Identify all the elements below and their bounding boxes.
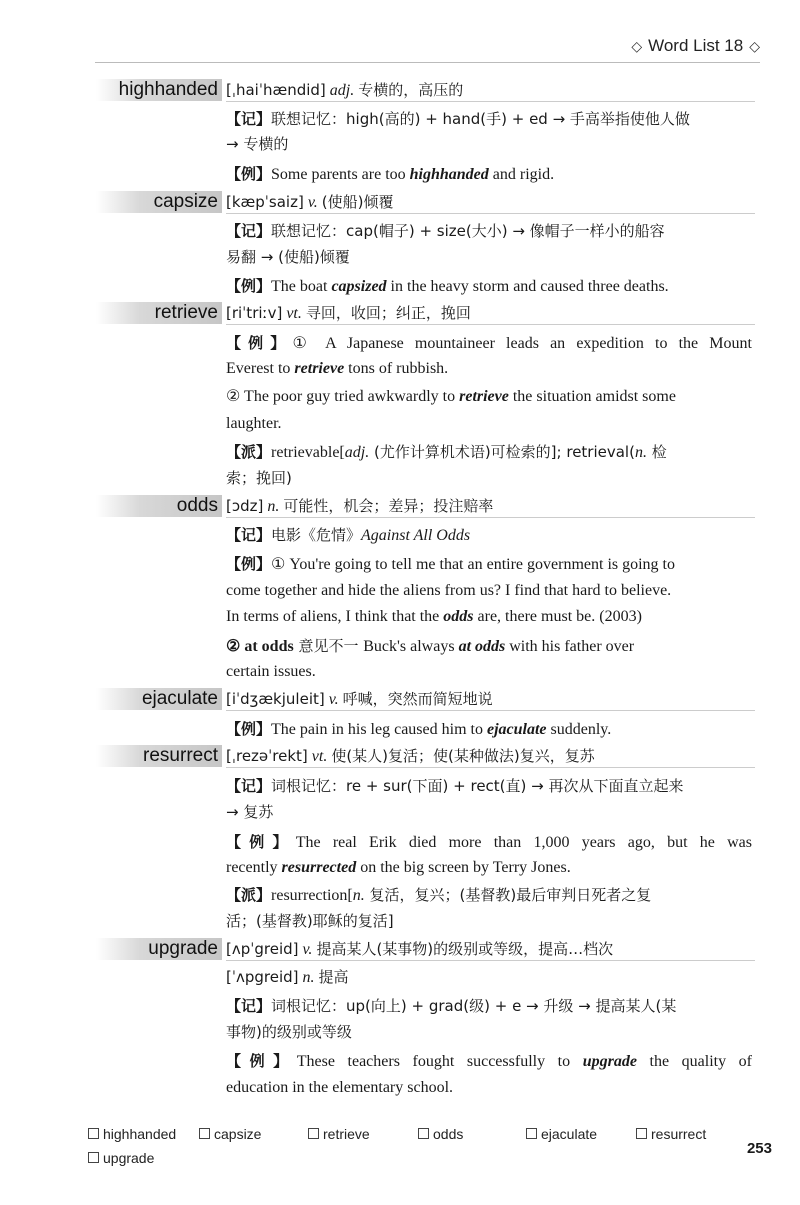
derivative-text: 复活，复兴；(基督教)最后审判日死者之复 (364, 886, 652, 904)
example-keyword: highhanded (409, 166, 489, 183)
example-tag: 【例】 (226, 555, 272, 573)
memory-text: 联想记忆：cap(帽子) + size(大小) → 像帽子一样小的船容 (271, 222, 665, 240)
example-keyword: capsized (331, 278, 387, 295)
example-text: and rigid. (488, 166, 555, 183)
example-line (226, 1050, 752, 1073)
memory-line (226, 133, 752, 156)
phonetic: [ʌpˈgreid] (226, 940, 299, 958)
example-text: come together and hide the aliens from us? I find that hard to believe. (226, 582, 672, 599)
example-line (226, 358, 752, 380)
checkbox-icon[interactable] (88, 1128, 99, 1139)
headword-definition (226, 79, 752, 102)
example-text: laughter. (226, 415, 282, 432)
example-text: recently (226, 859, 282, 876)
checklist-label: resurrect (651, 1126, 707, 1142)
example-line (226, 661, 752, 683)
page-header (631, 36, 760, 56)
definition: 提高某人(某事物)的级别或等级，提高…档次 (316, 940, 614, 958)
memory-tag: 【记】 (226, 222, 272, 240)
example-line (226, 1077, 752, 1099)
example-text: The real Erik died more than 1,000 years ago, but he was (295, 834, 752, 851)
example-text: ② The poor guy tried awkwardly to (226, 388, 460, 405)
derivative-line (226, 884, 752, 907)
headword-definition (226, 745, 752, 768)
part-of-speech: v. (328, 691, 339, 708)
part-of-speech: n. (302, 969, 315, 986)
headword-definition (226, 938, 752, 961)
part-of-speech: vt. (311, 748, 328, 765)
phonetic: [riˈtriːv] (226, 304, 283, 322)
example-text: the situation amidst some (508, 388, 676, 405)
phrase-meaning: 意见不一 (293, 637, 364, 655)
checklist-item[interactable] (199, 1126, 261, 1142)
derivative-text: 索；挽回) (226, 469, 292, 487)
headword-definition (226, 302, 752, 325)
example-text: Everest to (226, 360, 295, 377)
example-tag: 【例】 (226, 720, 272, 738)
headword: ejaculate (96, 688, 222, 710)
example-text: education in the elementary school. (226, 1079, 454, 1096)
example-text: The pain in his leg caused him to (271, 721, 487, 738)
part-of-speech: v. (307, 194, 318, 211)
example-keyword: at odds (458, 638, 506, 655)
example-line (226, 413, 752, 435)
part-of-speech: v. (302, 941, 313, 958)
example-text: tons of rubbish. (344, 360, 449, 377)
derivative-tag: 【派】 (226, 886, 272, 904)
phonetic: [ɔdz] (226, 497, 264, 515)
checkbox-icon[interactable] (636, 1128, 647, 1139)
part-of-speech: n. (267, 498, 280, 515)
checklist-item[interactable] (308, 1126, 370, 1142)
example-keyword: odds (443, 608, 474, 625)
derivative-text: (尤作计算机术语)可检索的]; retrieval( (369, 443, 635, 461)
part-of-speech: adj. (344, 444, 370, 461)
memory-text: 事物)的级别或等级 (226, 1023, 352, 1041)
headword-definition (226, 495, 752, 518)
diamond-bullet-icon: ◇ (631, 37, 643, 54)
phonetic: [iˈdʒækjuleit] (226, 690, 325, 708)
derivative-text: retrievable[ (271, 444, 345, 461)
checklist-label: ejaculate (541, 1126, 598, 1142)
memory-text: → 复苏 (226, 803, 274, 821)
part-of-speech: n. (352, 887, 365, 904)
checkbox-icon[interactable] (88, 1152, 99, 1163)
memory-text: → 专横的 (226, 135, 289, 153)
example-line (226, 718, 752, 741)
example-tag: 【例】 (226, 165, 272, 183)
memory-line (226, 995, 752, 1018)
derivative-line (226, 467, 752, 490)
example-text: are, there must be. (2003) (473, 608, 642, 625)
checklist-item[interactable] (418, 1126, 463, 1142)
example-text: Some parents are too (271, 166, 410, 183)
example-text: The boat (271, 278, 332, 295)
headword-definition (226, 688, 752, 711)
example-tag: 【例】 (226, 1052, 297, 1070)
example-keyword: upgrade (582, 1053, 637, 1070)
memory-text: 电影《危情》 (271, 526, 362, 544)
derivative-text: 活；(基督教)耶稣的复活] (226, 912, 394, 930)
headword: resurrect (96, 745, 222, 767)
example-line (226, 553, 752, 576)
memory-line (226, 1021, 752, 1044)
word-list-title: Word List 18 (648, 36, 744, 55)
derivative-text: 检 (646, 443, 667, 461)
part-of-speech: n. (634, 444, 647, 461)
memory-line (226, 524, 752, 547)
example-line (226, 606, 752, 628)
example-keyword: resurrected (281, 859, 357, 876)
example-line (226, 857, 752, 879)
diamond-bullet-icon: ◇ (749, 37, 760, 54)
part-of-speech: vt. (286, 305, 302, 322)
example-keyword: retrieve (459, 388, 509, 405)
example-text: on the big screen by Terry Jones. (356, 859, 571, 876)
checklist-item[interactable] (526, 1126, 597, 1142)
example-text: certain issues. (226, 663, 316, 680)
example-text: ① You're going to tell me that an entire government is going to (271, 556, 675, 573)
example-text: the quality of (636, 1053, 752, 1070)
headword: odds (96, 495, 222, 517)
example-line (226, 386, 752, 408)
checklist-item[interactable] (636, 1126, 706, 1142)
example-text: with his father over (505, 638, 635, 655)
memory-text: 易翻 → (使船)倾覆 (226, 248, 350, 266)
headword: retrieve (96, 302, 222, 324)
definition: (使船)倾覆 (321, 193, 394, 211)
memory-tag: 【记】 (226, 110, 272, 128)
example-line (226, 580, 752, 602)
memory-line (226, 801, 752, 824)
example-line (226, 163, 752, 186)
checklist-label: upgrade (103, 1150, 155, 1166)
phonetic: [ˌhaiˈhændid] (226, 81, 326, 99)
checklist-label: capsize (214, 1126, 262, 1142)
page-number: 253 (746, 1140, 772, 1157)
example-line (226, 635, 752, 658)
memory-text: 词根记忆：re + sur(下面) + rect(直) → 再次从下面直立起来 (271, 777, 684, 795)
example-tag: 【例】 (226, 277, 272, 295)
derivative-line (226, 910, 752, 933)
checkbox-icon[interactable] (308, 1128, 319, 1139)
checklist-item[interactable] (88, 1126, 176, 1142)
headword-definition-2 (226, 966, 752, 989)
headword: capsize (96, 191, 222, 213)
example-tag: 【例】 (226, 833, 296, 851)
derivative-tag: 【派】 (226, 443, 272, 461)
memory-line (226, 775, 752, 798)
memory-line (226, 108, 752, 131)
example-text: ① A Japanese mountaineer leads an expedition to the Mount (292, 335, 752, 352)
headword: highhanded (96, 79, 222, 101)
checkbox-icon[interactable] (199, 1128, 210, 1139)
example-line (226, 275, 752, 298)
derivative-line (226, 441, 752, 464)
phonetic: [ˌrezəˈrekt] (226, 747, 308, 765)
memory-title: Against All Odds (361, 527, 471, 544)
definition: 呼喊，突然而简短地说 (342, 690, 493, 708)
memory-line (226, 220, 752, 243)
definition: 使(某人)复活；使(某种做法)复兴，复苏 (331, 747, 595, 765)
example-text: These teachers fought successfully to (296, 1053, 583, 1070)
memory-tag: 【记】 (226, 526, 272, 544)
phrase: ② at odds (226, 638, 294, 655)
example-text: Buck's always (363, 638, 459, 655)
checklist-label: retrieve (323, 1126, 370, 1142)
checklist-label: odds (433, 1126, 464, 1142)
checkbox-icon[interactable] (526, 1128, 537, 1139)
memory-tag: 【记】 (226, 997, 272, 1015)
phonetic: [kæpˈsaiz] (226, 193, 304, 211)
definition: 寻回，收回；纠正，挽回 (305, 304, 471, 322)
example-text: suddenly. (546, 721, 612, 738)
example-tag: 【例】 (226, 334, 293, 352)
checklist-item[interactable] (88, 1150, 154, 1166)
example-keyword: retrieve (294, 360, 345, 377)
part-of-speech: adj. (329, 82, 355, 99)
checklist-label: highhanded (103, 1126, 177, 1142)
memory-text: 联想记忆：high(高的) + hand(手) + ed → 手高举指使他人做 (271, 110, 690, 128)
memory-tag: 【记】 (226, 777, 272, 795)
example-text: In terms of aliens, I think that the (226, 608, 444, 625)
checkbox-icon[interactable] (418, 1128, 429, 1139)
headword-definition (226, 191, 752, 214)
definition: 可能性，机会；差异；投注赔率 (283, 497, 494, 515)
definition: 专横的，高压的 (358, 81, 464, 99)
memory-text: 词根记忆：up(向上) + grad(级) + e → 升级 → 提高某人(某 (271, 997, 677, 1015)
header-divider (95, 62, 760, 63)
phonetic: [ˈʌpgreid] (226, 968, 299, 986)
example-text: in the heavy storm and caused three deaths. (386, 278, 669, 295)
example-line (226, 831, 752, 854)
example-keyword: ejaculate (486, 721, 547, 738)
example-line (226, 332, 752, 355)
derivative-text: resurrection[ (271, 887, 353, 904)
memory-line (226, 246, 752, 269)
headword: upgrade (96, 938, 222, 960)
definition: 提高 (318, 968, 349, 986)
